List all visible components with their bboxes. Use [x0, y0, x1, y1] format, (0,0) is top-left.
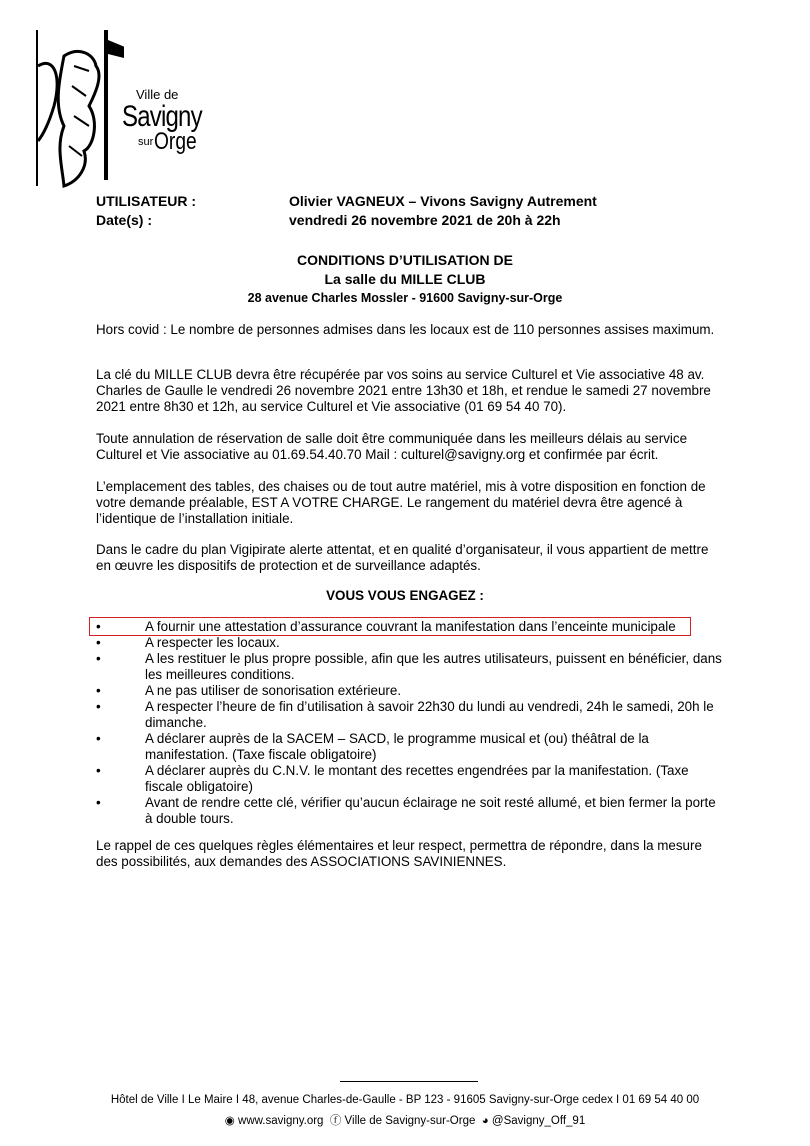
- logo-ville-de: Ville de: [136, 87, 179, 102]
- title-line-2: La salle du MILLE CLUB: [324, 271, 486, 287]
- bullet-icon: •: [96, 683, 101, 698]
- engage-title: VOUS VOUS ENGAGEZ :: [326, 588, 484, 603]
- footer-divider: [340, 1081, 478, 1082]
- bullet-icon: •: [96, 651, 101, 666]
- bullet-text: A ne pas utiliser de sonorisation extérieure.: [145, 683, 402, 698]
- bullet-list: [96, 619, 726, 827]
- bullet-text: A fournir une attestation d’assurance couvrant la manifestation dans l’enceinte municipale: [145, 619, 676, 634]
- lion-crest-icon: [34, 26, 124, 191]
- paragraph: Dans le cadre du plan Vigipirate alerte attentat, et en qualité d’organisateur, il vous appartient de mettre en œuvre les dispositifs de protection et de surveillance adaptés.: [96, 542, 709, 573]
- bullet-text: Avant de rendre cette clé, vérifier qu’aucun éclairage ne soit resté allumé, et bien fermer la porte à double tours.: [145, 795, 716, 826]
- list-item: [96, 619, 726, 635]
- list-item: [96, 635, 726, 651]
- facebook-link[interactable]: Ville de Savigny-sur-Orge: [344, 1115, 476, 1127]
- website-link[interactable]: www.savigny.org: [238, 1115, 324, 1127]
- bullet-text: A déclarer auprès du C.N.V. le montant des recettes engendrées par la manifestation. (Taxe fiscale obligatoire): [145, 763, 689, 794]
- list-item: [96, 731, 726, 763]
- bullet-icon: •: [96, 699, 101, 714]
- list-item: [96, 699, 726, 731]
- bullet-icon: •: [96, 731, 101, 746]
- date-value: vendredi 26 novembre 2021 de 20h à 22h: [289, 212, 561, 228]
- list-item: [96, 763, 726, 795]
- bullet-text: A déclarer auprès de la SACEM – SACD, le programme musical et (ou) théâtral de la manifestation. (Taxe fiscale obligatoire): [145, 731, 649, 762]
- footer-address: Hôtel de Ville I Le Maire I 48, avenue Charles-de-Gaulle - BP 123 - 91605 Savigny-sur-Orge cedex I 01 69 54 40 00: [110, 1094, 700, 1106]
- title-address: 28 avenue Charles Mossler - 91600 Savigny-sur-Orge: [247, 291, 563, 305]
- date-label: Date(s) :: [96, 212, 153, 228]
- paragraph: L’emplacement des tables, des chaises ou de tout autre matériel, mis à votre disposition en fonction de votre demande préalable, EST A VOTRE CHARGE. Le rangement du matériel devra être agencé à l’identique de l’installation initiale.: [96, 479, 706, 526]
- logo-savigny: Savigny: [122, 100, 202, 133]
- paragraph: La clé du MILLE CLUB devra être récupérée par vos soins au service Culturel et Vie associative 48 av. Charles de Gaulle le vendredi 26 novembre 2021 entre 13h30 et 18h, et rendue le samedi 27 novembre 2021 entre 8h30 et 12h, au service Culturel et Vie associative (01 69 54 40 70).: [96, 367, 711, 414]
- user-label: UTILISATEUR :: [96, 193, 197, 209]
- logo-orge: Orge: [154, 128, 197, 155]
- city-logo: [34, 26, 224, 191]
- logo-sur: sur: [138, 136, 154, 148]
- title-line-1: CONDITIONS D’UTILISATION DE: [297, 252, 513, 268]
- user-row: [96, 193, 597, 209]
- bullet-text: A respecter l’heure de fin d’utilisation à savoir 22h30 du lundi au vendredi, 24h le samedi, 20h le dimanche.: [145, 699, 714, 730]
- footer-links: [0, 1112, 810, 1128]
- list-item: [96, 795, 726, 827]
- paragraph: Toute annulation de réservation de salle doit être communiquée dans les meilleurs délais au service Culturel et Vie associative au 01.69.54.40.70 Mail : culturel@savigny.org et confirmée par écrit.: [96, 431, 688, 462]
- paragraph: Hors covid : Le nombre de personnes admises dans les locaux est de 110 personnes assises maximum.: [96, 322, 715, 337]
- user-value: Olivier VAGNEUX – Vivons Savigny Autrement: [289, 193, 597, 209]
- twitter-icon: ◕: [481, 1115, 489, 1127]
- date-row: [96, 212, 561, 228]
- bullet-text: A respecter les locaux.: [145, 635, 280, 650]
- bullet-text: A les restituer le plus propre possible, afin que les autres utilisateurs, puissent en bénéficier, dans les meilleures conditions.: [145, 651, 722, 682]
- list-item: [96, 651, 726, 683]
- list-item: [96, 683, 726, 699]
- bullet-icon: •: [96, 635, 101, 650]
- bullet-icon: •: [96, 795, 101, 810]
- facebook-icon: ⓕ: [329, 1115, 342, 1127]
- closing-paragraph: Le rappel de ces quelques règles élémentaires et leur respect, permettra de répondre, dans la mesure des possibilités, aux demandes des ASSOCIATIONS SAVINIENNES.: [96, 838, 702, 869]
- twitter-link[interactable]: @Savigny_Off_91: [491, 1115, 586, 1127]
- web-icon: ◉: [224, 1115, 235, 1127]
- bullet-icon: •: [96, 763, 101, 778]
- bullet-icon: •: [96, 619, 101, 634]
